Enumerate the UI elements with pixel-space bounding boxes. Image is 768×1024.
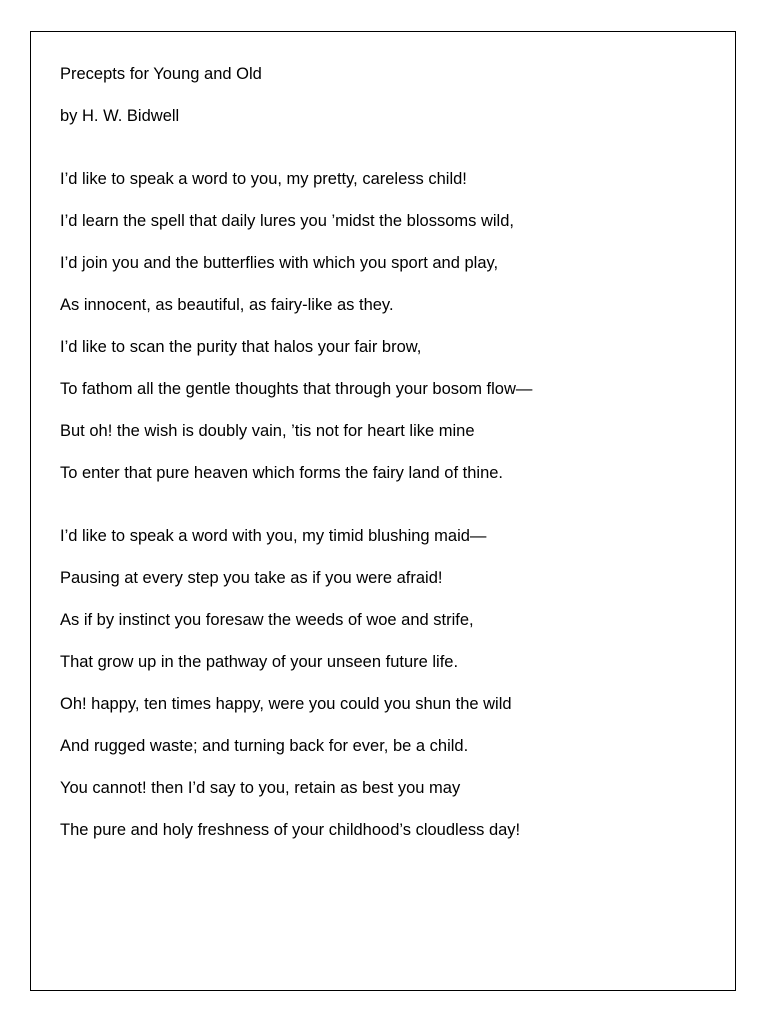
poem-author: by H. W. Bidwell — [60, 107, 180, 125]
poem-line: I’d join you and the butterflies with which you sport and play, — [60, 254, 499, 272]
poem-line: I’d like to scan the purity that halos your fair brow, — [60, 338, 422, 356]
poem-line: To fathom all the gentle thoughts that through your bosom flow— — [60, 380, 533, 398]
poem-line: To enter that pure heaven which forms the fairy land of thine. — [60, 464, 504, 482]
poem-document — [60, 63, 680, 841]
poem-line: The pure and holy freshness of your childhood’s cloudless day! — [60, 821, 521, 839]
poem-line: But oh! the wish is doubly vain, ’tis not for heart like mine — [60, 422, 475, 440]
poem-line: I’d like to speak a word to you, my pretty, careless child! — [60, 170, 467, 188]
poem-line: As innocent, as beautiful, as fairy-like as they. — [60, 296, 394, 314]
poem-line: And rugged waste; and turning back for ever, be a child. — [60, 737, 469, 755]
poem-line: Pausing at every step you take as if you were afraid! — [60, 569, 443, 587]
stanza-2 — [60, 525, 680, 841]
poem-line: That grow up in the pathway of your unseen future life. — [60, 653, 459, 671]
stanza-1 — [60, 168, 680, 484]
poem-line: I’d like to speak a word with you, my timid blushing maid— — [60, 527, 487, 545]
poem-line: Oh! happy, ten times happy, were you could you shun the wild — [60, 695, 512, 713]
poem-title: Precepts for Young and Old — [60, 65, 262, 83]
poem-line: I’d learn the spell that daily lures you ’midst the blossoms wild, — [60, 212, 514, 230]
poem-line: You cannot! then I’d say to you, retain as best you may — [60, 779, 461, 797]
poem-line: As if by instinct you foresaw the weeds of woe and strife, — [60, 611, 474, 629]
